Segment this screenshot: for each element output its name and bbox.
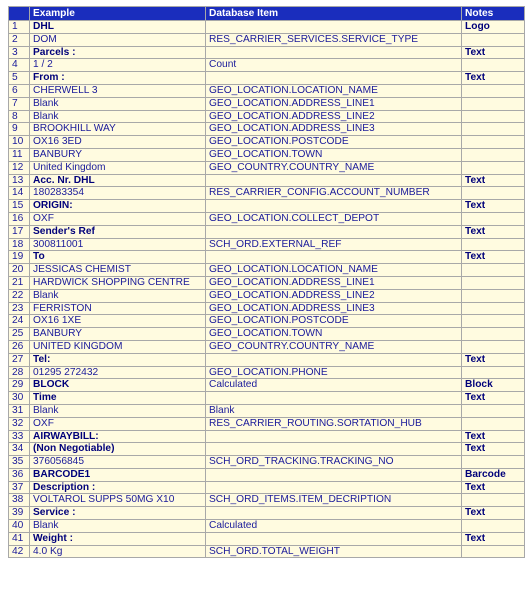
- row-number-cell: 28: [9, 366, 30, 379]
- database-item-cell: RES_CARRIER_SERVICES.SERVICE_TYPE: [206, 33, 462, 46]
- row-number-cell: 34: [9, 443, 30, 456]
- row-number-cell: 3: [9, 46, 30, 59]
- example-cell: HARDWICK SHOPPING CENTRE: [30, 276, 206, 289]
- database-item-cell: [206, 532, 462, 545]
- row-number-cell: 13: [9, 174, 30, 187]
- notes-cell: [462, 340, 525, 353]
- notes-cell: [462, 59, 525, 72]
- table-row: [9, 392, 525, 405]
- row-number-cell: 14: [9, 187, 30, 200]
- row-number-cell: 19: [9, 251, 30, 264]
- database-item-cell: GEO_LOCATION.ADDRESS_LINE1: [206, 276, 462, 289]
- table-row: [9, 328, 525, 341]
- row-number-cell: 1: [9, 21, 30, 34]
- example-cell: Sender's Ref: [30, 225, 206, 238]
- database-item-cell: GEO_LOCATION.PHONE: [206, 366, 462, 379]
- database-item-cell: RES_CARRIER_CONFIG.ACCOUNT_NUMBER: [206, 187, 462, 200]
- row-number-cell: 40: [9, 520, 30, 533]
- row-number-cell: 37: [9, 481, 30, 494]
- example-cell: 300811001: [30, 238, 206, 251]
- example-cell: OX16 3ED: [30, 136, 206, 149]
- notes-cell: [462, 136, 525, 149]
- database-item-cell: Count: [206, 59, 462, 72]
- row-number-cell: 8: [9, 110, 30, 123]
- table-row: [9, 353, 525, 366]
- table-row: [9, 21, 525, 34]
- example-cell: Blank: [30, 289, 206, 302]
- example-cell: 180283354: [30, 187, 206, 200]
- row-number-cell: 20: [9, 264, 30, 277]
- notes-cell: Text: [462, 481, 525, 494]
- notes-cell: [462, 545, 525, 558]
- field-mapping-table: [8, 6, 525, 558]
- example-cell: CHERWELL 3: [30, 84, 206, 97]
- table-row: [9, 148, 525, 161]
- example-cell: OXF: [30, 212, 206, 225]
- row-number-cell: 36: [9, 468, 30, 481]
- table-row: [9, 379, 525, 392]
- table-row: [9, 443, 525, 456]
- notes-cell: Text: [462, 392, 525, 405]
- example-cell: (Non Negotiable): [30, 443, 206, 456]
- table-header: [9, 7, 525, 21]
- row-number-cell: 10: [9, 136, 30, 149]
- database-item-cell: SCH_ORD.TOTAL_WEIGHT: [206, 545, 462, 558]
- database-item-cell: GEO_LOCATION.ADDRESS_LINE1: [206, 97, 462, 110]
- row-number-cell: 33: [9, 430, 30, 443]
- mapping-table-container: [8, 6, 524, 558]
- example-cell: Blank: [30, 97, 206, 110]
- database-item-cell: [206, 251, 462, 264]
- row-number-cell: 41: [9, 532, 30, 545]
- database-item-cell: SCH_ORD.EXTERNAL_REF: [206, 238, 462, 251]
- table-row: [9, 84, 525, 97]
- example-cell: BROOKHILL WAY: [30, 123, 206, 136]
- table-row: [9, 59, 525, 72]
- database-item-cell: Calculated: [206, 520, 462, 533]
- database-item-cell: [206, 21, 462, 34]
- example-cell: AIRWAYBILL:: [30, 430, 206, 443]
- example-cell: BARCODE1: [30, 468, 206, 481]
- notes-cell: Text: [462, 430, 525, 443]
- notes-cell: Text: [462, 251, 525, 264]
- database-item-cell: [206, 481, 462, 494]
- database-item-cell: GEO_LOCATION.LOCATION_NAME: [206, 84, 462, 97]
- table-row: [9, 302, 525, 315]
- database-item-cell: [206, 353, 462, 366]
- table-row: [9, 174, 525, 187]
- table-row: [9, 507, 525, 520]
- table-row: [9, 532, 525, 545]
- row-number-cell: 11: [9, 148, 30, 161]
- database-item-cell: RES_CARRIER_ROUTING.SORTATION_HUB: [206, 417, 462, 430]
- header-row-number: [9, 7, 30, 21]
- notes-cell: [462, 404, 525, 417]
- example-cell: United Kingdom: [30, 161, 206, 174]
- row-number-cell: 4: [9, 59, 30, 72]
- table-row: [9, 33, 525, 46]
- database-item-cell: GEO_LOCATION.TOWN: [206, 328, 462, 341]
- example-cell: OX16 1XE: [30, 315, 206, 328]
- row-number-cell: 22: [9, 289, 30, 302]
- notes-cell: [462, 148, 525, 161]
- database-item-cell: GEO_COUNTRY.COUNTRY_NAME: [206, 161, 462, 174]
- row-number-cell: 9: [9, 123, 30, 136]
- notes-cell: [462, 123, 525, 136]
- table-row: [9, 404, 525, 417]
- example-cell: ORIGIN:: [30, 200, 206, 213]
- table-row: [9, 72, 525, 85]
- table-row: [9, 187, 525, 200]
- table-row: [9, 417, 525, 430]
- row-number-cell: 38: [9, 494, 30, 507]
- database-item-cell: [206, 72, 462, 85]
- table-row: [9, 200, 525, 213]
- example-cell: Acc. Nr. DHL: [30, 174, 206, 187]
- database-item-cell: [206, 392, 462, 405]
- table-row: [9, 366, 525, 379]
- row-number-cell: 23: [9, 302, 30, 315]
- notes-cell: [462, 264, 525, 277]
- table-row: [9, 456, 525, 469]
- row-number-cell: 18: [9, 238, 30, 251]
- notes-cell: Text: [462, 174, 525, 187]
- table-row: [9, 251, 525, 264]
- notes-cell: [462, 84, 525, 97]
- database-item-cell: [206, 468, 462, 481]
- notes-cell: [462, 110, 525, 123]
- database-item-cell: SCH_ORD_ITEMS.ITEM_DECRIPTION: [206, 494, 462, 507]
- database-item-cell: GEO_LOCATION.POSTCODE: [206, 136, 462, 149]
- example-cell: BANBURY: [30, 148, 206, 161]
- header-row: [9, 7, 525, 21]
- example-cell: Time: [30, 392, 206, 405]
- example-cell: BANBURY: [30, 328, 206, 341]
- example-cell: JESSICAS CHEMIST: [30, 264, 206, 277]
- example-cell: Service :: [30, 507, 206, 520]
- database-item-cell: [206, 430, 462, 443]
- example-cell: Description :: [30, 481, 206, 494]
- notes-cell: [462, 328, 525, 341]
- example-cell: 1 / 2: [30, 59, 206, 72]
- example-cell: Weight :: [30, 532, 206, 545]
- notes-cell: [462, 315, 525, 328]
- example-cell: Tel:: [30, 353, 206, 366]
- example-cell: OXF: [30, 417, 206, 430]
- notes-cell: [462, 276, 525, 289]
- table-body: [9, 21, 525, 558]
- row-number-cell: 15: [9, 200, 30, 213]
- row-number-cell: 16: [9, 212, 30, 225]
- notes-cell: Text: [462, 507, 525, 520]
- row-number-cell: 29: [9, 379, 30, 392]
- row-number-cell: 30: [9, 392, 30, 405]
- notes-cell: [462, 366, 525, 379]
- row-number-cell: 21: [9, 276, 30, 289]
- notes-cell: [462, 417, 525, 430]
- notes-cell: [462, 494, 525, 507]
- database-item-cell: GEO_LOCATION.LOCATION_NAME: [206, 264, 462, 277]
- example-cell: 376056845: [30, 456, 206, 469]
- database-item-cell: [206, 46, 462, 59]
- example-cell: FERRISTON: [30, 302, 206, 315]
- notes-cell: Barcode: [462, 468, 525, 481]
- database-item-cell: SCH_ORD_TRACKING.TRACKING_NO: [206, 456, 462, 469]
- table-row: [9, 97, 525, 110]
- database-item-cell: GEO_LOCATION.ADDRESS_LINE2: [206, 289, 462, 302]
- row-number-cell: 12: [9, 161, 30, 174]
- database-item-cell: [206, 174, 462, 187]
- header-notes: Notes: [462, 7, 525, 21]
- row-number-cell: 24: [9, 315, 30, 328]
- table-row: [9, 545, 525, 558]
- database-item-cell: GEO_LOCATION.POSTCODE: [206, 315, 462, 328]
- example-cell: From :: [30, 72, 206, 85]
- notes-cell: Logo: [462, 21, 525, 34]
- notes-cell: Text: [462, 72, 525, 85]
- notes-cell: [462, 289, 525, 302]
- table-row: [9, 123, 525, 136]
- table-row: [9, 212, 525, 225]
- notes-cell: [462, 456, 525, 469]
- table-row: [9, 110, 525, 123]
- notes-cell: [462, 238, 525, 251]
- database-item-cell: GEO_LOCATION.COLLECT_DEPOT: [206, 212, 462, 225]
- example-cell: BLOCK: [30, 379, 206, 392]
- notes-cell: Text: [462, 225, 525, 238]
- table-row: [9, 136, 525, 149]
- database-item-cell: [206, 507, 462, 520]
- notes-cell: [462, 212, 525, 225]
- example-cell: Blank: [30, 110, 206, 123]
- database-item-cell: GEO_LOCATION.ADDRESS_LINE3: [206, 123, 462, 136]
- example-cell: UNITED KINGDOM: [30, 340, 206, 353]
- table-row: [9, 264, 525, 277]
- example-cell: DOM: [30, 33, 206, 46]
- header-example: Example: [30, 7, 206, 21]
- row-number-cell: 2: [9, 33, 30, 46]
- row-number-cell: 17: [9, 225, 30, 238]
- row-number-cell: 31: [9, 404, 30, 417]
- table-row: [9, 494, 525, 507]
- header-database-item: Database Item: [206, 7, 462, 21]
- notes-cell: [462, 302, 525, 315]
- example-cell: VOLTAROL SUPPS 50MG X10: [30, 494, 206, 507]
- table-row: [9, 481, 525, 494]
- row-number-cell: 26: [9, 340, 30, 353]
- notes-cell: Text: [462, 353, 525, 366]
- row-number-cell: 39: [9, 507, 30, 520]
- notes-cell: [462, 97, 525, 110]
- row-number-cell: 7: [9, 97, 30, 110]
- database-item-cell: [206, 200, 462, 213]
- table-row: [9, 238, 525, 251]
- notes-cell: [462, 161, 525, 174]
- notes-cell: Text: [462, 532, 525, 545]
- table-row: [9, 340, 525, 353]
- notes-cell: [462, 33, 525, 46]
- database-item-cell: Blank: [206, 404, 462, 417]
- notes-cell: Text: [462, 200, 525, 213]
- table-row: [9, 520, 525, 533]
- table-row: [9, 315, 525, 328]
- notes-cell: Text: [462, 443, 525, 456]
- notes-cell: Text: [462, 46, 525, 59]
- row-number-cell: 25: [9, 328, 30, 341]
- example-cell: 4.0 Kg: [30, 545, 206, 558]
- example-cell: Blank: [30, 520, 206, 533]
- database-item-cell: GEO_LOCATION.ADDRESS_LINE2: [206, 110, 462, 123]
- table-row: [9, 161, 525, 174]
- database-item-cell: GEO_COUNTRY.COUNTRY_NAME: [206, 340, 462, 353]
- notes-cell: [462, 520, 525, 533]
- example-cell: 01295 272432: [30, 366, 206, 379]
- table-row: [9, 468, 525, 481]
- database-item-cell: Calculated: [206, 379, 462, 392]
- database-item-cell: [206, 225, 462, 238]
- row-number-cell: 6: [9, 84, 30, 97]
- notes-cell: [462, 187, 525, 200]
- table-row: [9, 225, 525, 238]
- database-item-cell: GEO_LOCATION.ADDRESS_LINE3: [206, 302, 462, 315]
- example-cell: Parcels :: [30, 46, 206, 59]
- example-cell: Blank: [30, 404, 206, 417]
- table-row: [9, 46, 525, 59]
- row-number-cell: 5: [9, 72, 30, 85]
- table-row: [9, 430, 525, 443]
- table-row: [9, 276, 525, 289]
- row-number-cell: 42: [9, 545, 30, 558]
- database-item-cell: GEO_LOCATION.TOWN: [206, 148, 462, 161]
- row-number-cell: 32: [9, 417, 30, 430]
- row-number-cell: 35: [9, 456, 30, 469]
- example-cell: DHL: [30, 21, 206, 34]
- example-cell: To: [30, 251, 206, 264]
- table-row: [9, 289, 525, 302]
- notes-cell: Block: [462, 379, 525, 392]
- database-item-cell: [206, 443, 462, 456]
- row-number-cell: 27: [9, 353, 30, 366]
